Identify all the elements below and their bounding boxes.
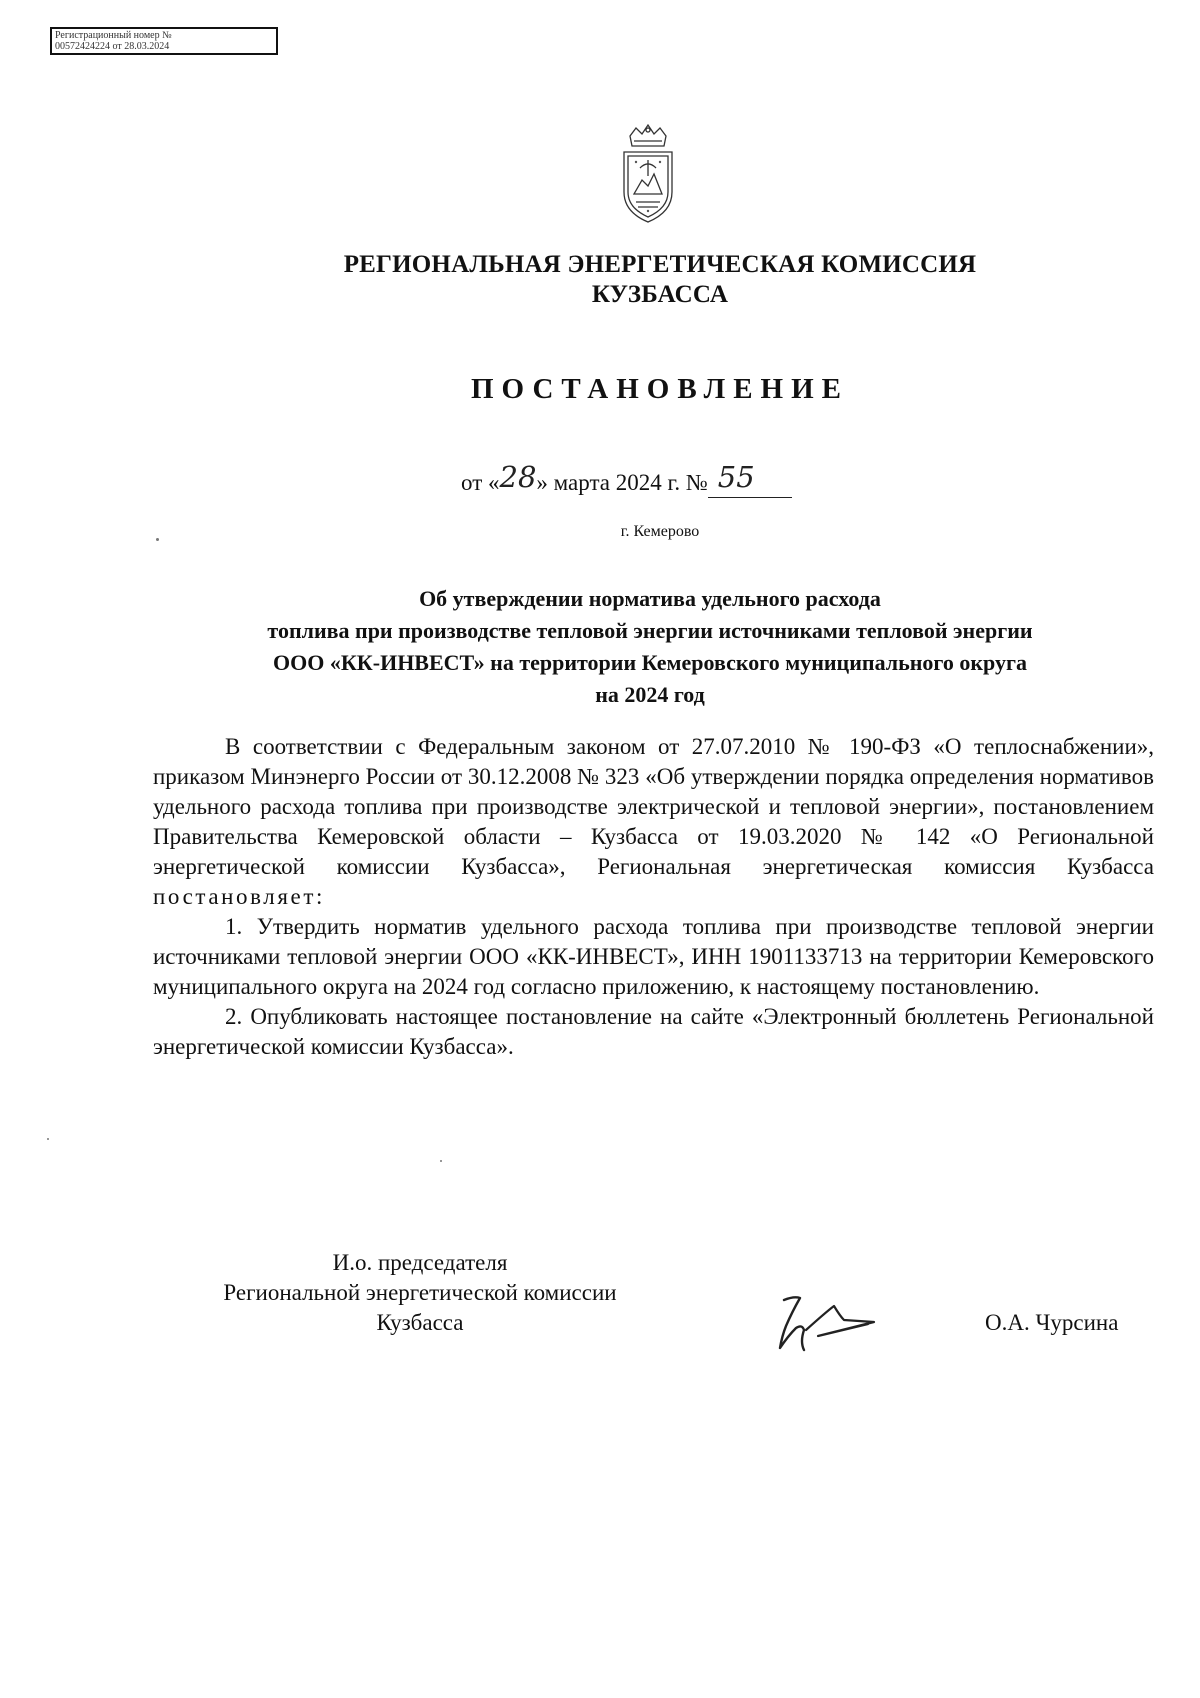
handwritten-signature-icon bbox=[770, 1290, 880, 1362]
registration-label: Регистрационный номер № bbox=[55, 30, 172, 41]
title-line4: на 2024 год bbox=[595, 682, 705, 707]
agency-name-line2: КУЗБАССА bbox=[591, 281, 729, 308]
signer-position-line3: Кузбасса bbox=[376, 1310, 464, 1335]
date-prefix: от « bbox=[461, 470, 500, 495]
scan-speck bbox=[47, 1138, 49, 1140]
decree-word: постановляет: bbox=[153, 884, 326, 909]
date-line bbox=[461, 460, 792, 498]
document-number-handwritten: 55 bbox=[717, 460, 755, 494]
signer-position-line2: Региональной энергетической комиссии bbox=[223, 1280, 617, 1305]
registration-number: 00572424224 от 28.03.2024 bbox=[55, 41, 170, 52]
signer-name: О.А. Чурсина bbox=[985, 1310, 1119, 1335]
registration-stamp bbox=[50, 27, 278, 55]
preamble-paragraph bbox=[153, 732, 1154, 912]
date-day-handwritten: 28 bbox=[499, 460, 537, 494]
agency-name-line1: РЕГИОНАЛЬНАЯ ЭНЕРГЕТИЧЕСКАЯ КОМИССИЯ bbox=[343, 251, 977, 278]
item-2-paragraph: 2. Опубликовать настоящее постановление на сайте «Электронный бюллетень Региональной энергетической комиссии Кузбасса». bbox=[153, 1004, 1154, 1059]
scan-speck bbox=[156, 538, 159, 541]
signer-position-line1: И.о. председателя bbox=[332, 1250, 508, 1275]
coat-of-arms-icon bbox=[616, 122, 680, 226]
preamble-text: В соответствии с Федеральным законом от 27.07.2010 № 190-ФЗ «О теплоснабжении», приказом Минэнерго России от 30.12.2008 № 323 «Об утверждении порядка определения нормативов удельного расхода топлива при производстве электрической и тепловой энергии», постановлением Правительства Кемеровской области – Кузбасса от 19.03.2020 № 142 «О Региональной энергетической комиссии Кузбасса», Региональная энергетическая комиссия Кузбасса bbox=[153, 734, 1154, 879]
city: г. Кемерово bbox=[620, 523, 700, 540]
title-line2: топлива при производстве тепловой энергии источниками тепловой энергии bbox=[267, 618, 1033, 643]
title-line1: Об утверждении норматива удельного расхода bbox=[419, 586, 881, 611]
item-1-paragraph: 1. Утвердить норматив удельного расхода топлива при производстве тепловой энергии источниками тепловой энергии ООО «КК-ИНВЕСТ», ИНН 1901133713 на территории Кемеровского муниципального округа на 2024 год согласно приложению, к настоящему постановлению. bbox=[153, 914, 1154, 999]
agency-name bbox=[200, 250, 1120, 310]
title-line3: ООО «КК-ИНВЕСТ» на территории Кемеровского муниципального округа bbox=[273, 650, 1027, 675]
scan-speck bbox=[440, 1160, 442, 1162]
document-body bbox=[153, 732, 1154, 1062]
date-middle: » марта 2024 г. № bbox=[536, 470, 708, 495]
signer-position bbox=[170, 1248, 670, 1338]
document-type: ПОСТАНОВЛЕНИЕ bbox=[470, 373, 849, 405]
document-title bbox=[140, 583, 1160, 711]
